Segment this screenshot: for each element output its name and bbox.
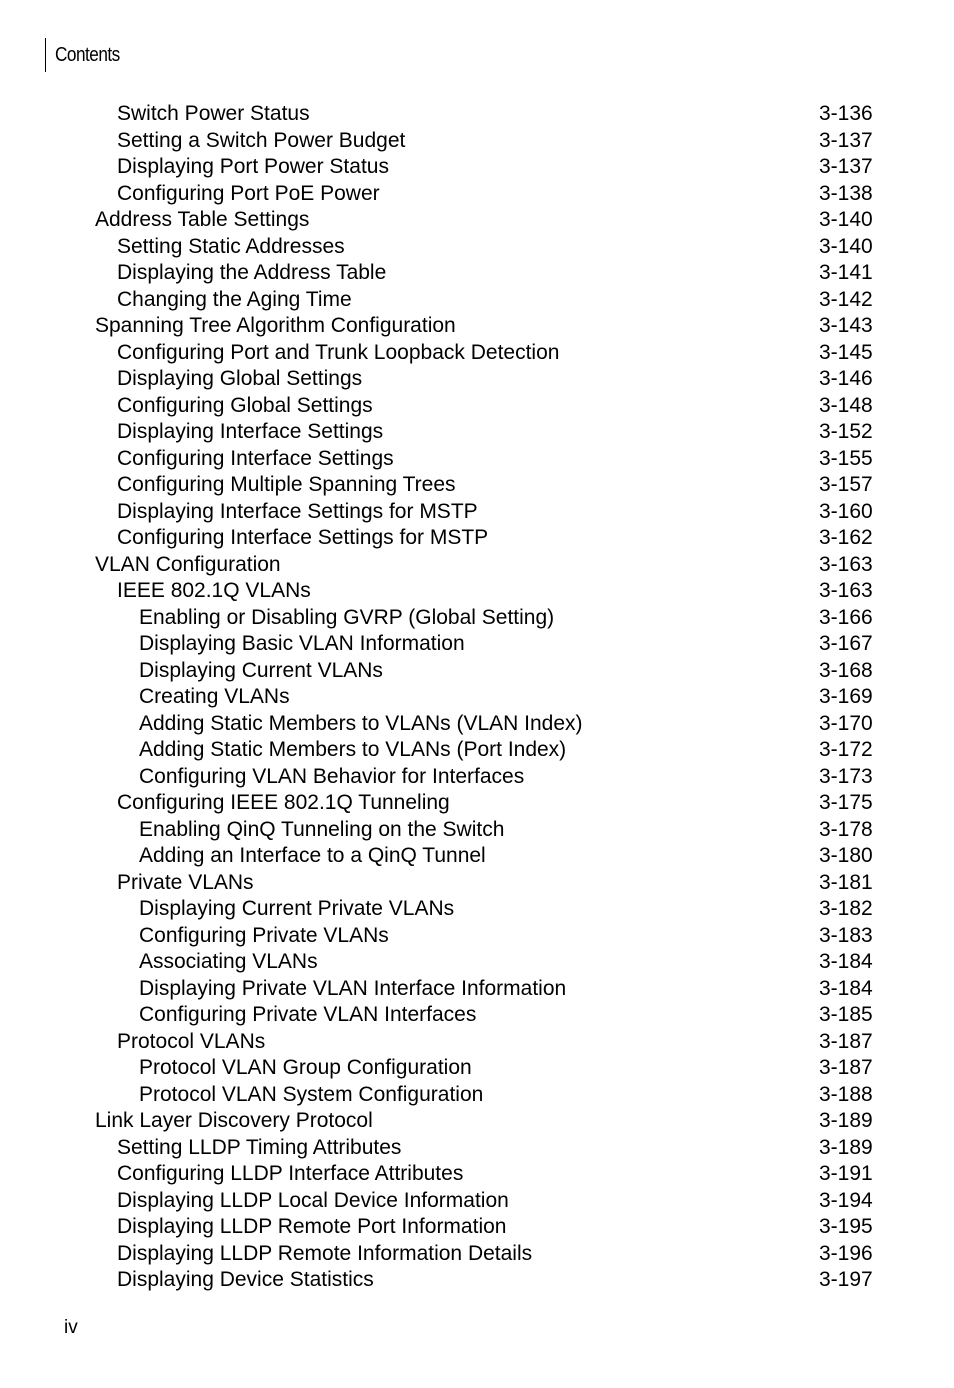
toc-entry[interactable] [0, 340, 954, 367]
toc-entry[interactable] [0, 843, 954, 870]
header-label: Contents [55, 44, 120, 66]
toc-entry-title: VLAN Configuration [95, 552, 281, 576]
toc-entry[interactable] [0, 1108, 954, 1135]
toc-entry-title: Creating VLANs [139, 685, 290, 708]
toc-entry-page: 3-169 [819, 685, 873, 708]
toc-entry-title: Configuring Port and Trunk Loopback Detection [117, 340, 560, 364]
toc-entry-title: Displaying Basic VLAN Information [139, 632, 465, 655]
toc-entry[interactable] [0, 1214, 954, 1241]
toc-entry[interactable] [0, 101, 954, 128]
toc-entry-title: Configuring Port PoE Power [117, 181, 380, 205]
toc-entry-page: 3-196 [819, 1241, 873, 1265]
toc-entry[interactable] [0, 1029, 954, 1056]
toc-entry[interactable] [0, 287, 954, 314]
toc-entry-page: 3-167 [819, 632, 873, 655]
toc-entry-title: Configuring Multiple Spanning Trees [117, 473, 456, 496]
running-header [45, 38, 120, 72]
toc-entry-page: 3-175 [819, 791, 873, 814]
toc-entry[interactable] [0, 181, 954, 208]
toc-entry-title: Adding Static Members to VLANs (VLAN Index) [139, 711, 583, 735]
toc-entry[interactable] [0, 419, 954, 446]
toc-entry-title: Displaying Interface Settings for MSTP [117, 499, 478, 523]
toc-entry[interactable] [0, 1267, 954, 1294]
toc-entry-page: 3-172 [819, 738, 873, 761]
toc-entry[interactable] [0, 870, 954, 897]
toc-entry-title: Changing the Aging Time [117, 287, 352, 311]
toc-entry-page: 3-137 [819, 128, 873, 152]
toc-entry-title: Private VLANs [117, 870, 254, 894]
toc-entry[interactable] [0, 923, 954, 950]
toc-entry-title: Configuring Global Settings [117, 393, 373, 417]
toc-entry-page: 3-166 [819, 605, 873, 629]
toc-entry[interactable] [0, 711, 954, 738]
toc-entry-page: 3-188 [819, 1082, 873, 1106]
toc-entry-page: 3-143 [819, 314, 873, 337]
toc-entry-page: 3-187 [819, 1056, 873, 1079]
toc-entry-title: Link Layer Discovery Protocol [95, 1109, 373, 1132]
toc-entry[interactable] [0, 154, 954, 181]
toc-entry-title: Displaying LLDP Local Device Information [117, 1188, 509, 1212]
toc-entry-page: 3-137 [819, 155, 873, 178]
toc-entry[interactable] [0, 1002, 954, 1029]
toc-entry-page: 3-155 [819, 446, 873, 470]
toc-entry-title: Displaying LLDP Remote Port Information [117, 1215, 507, 1238]
toc-entry-title: Associating VLANs [139, 950, 318, 973]
toc-entry-page: 3-145 [819, 340, 873, 364]
toc-entry[interactable] [0, 631, 954, 658]
toc-entry[interactable] [0, 790, 954, 817]
toc-entry-title: Displaying Private VLAN Interface Information [139, 976, 567, 1000]
toc-entry[interactable] [0, 1161, 954, 1188]
toc-entry-page: 3-162 [819, 526, 873, 549]
toc-entry-title: Enabling or Disabling GVRP (Global Setting) [139, 605, 555, 629]
toc-entry[interactable] [0, 976, 954, 1003]
page-number: iv [64, 1317, 78, 1338]
toc-entry-page: 3-152 [819, 420, 873, 443]
toc-entry[interactable] [0, 446, 954, 473]
toc-entry-title: IEEE 802.1Q VLANs [117, 579, 311, 602]
toc-entry-title: Setting a Switch Power Budget [117, 128, 406, 152]
toc-entry[interactable] [0, 737, 954, 764]
toc-entry-page: 3-184 [819, 950, 873, 973]
toc-entry[interactable] [0, 1082, 954, 1109]
toc-entry-page: 3-189 [819, 1135, 873, 1159]
toc-entry-page: 3-142 [819, 287, 873, 311]
toc-entry-page: 3-183 [819, 923, 873, 947]
toc-entry-page: 3-178 [819, 817, 873, 841]
toc-entry[interactable] [0, 234, 954, 261]
toc-entry-page: 3-136 [819, 102, 873, 125]
toc-entry-title: Configuring Interface Settings [117, 446, 394, 470]
toc-entry-page: 3-191 [819, 1162, 873, 1185]
toc-entry-page: 3-194 [819, 1188, 873, 1212]
toc-entry-page: 3-185 [819, 1003, 873, 1026]
toc-entry-title: Displaying Device Statistics [117, 1268, 374, 1291]
toc-entry-title: Displaying Current Private VLANs [139, 897, 455, 920]
toc-entry[interactable] [0, 1055, 954, 1082]
toc-entry[interactable] [0, 525, 954, 552]
toc-entry[interactable] [0, 896, 954, 923]
toc-entry-page: 3-146 [819, 367, 873, 390]
toc-entry-title: Spanning Tree Algorithm Configuration [95, 314, 456, 337]
table-of-contents [0, 101, 954, 1294]
toc-entry-page: 3-184 [819, 976, 873, 1000]
toc-entry-title: Configuring Interface Settings for MSTP [117, 526, 489, 549]
toc-entry-page: 3-141 [819, 261, 873, 284]
toc-entry[interactable] [0, 128, 954, 155]
toc-entry-title: Displaying LLDP Remote Information Details [117, 1241, 533, 1265]
toc-entry[interactable] [0, 684, 954, 711]
toc-entry-page: 3-170 [819, 711, 873, 735]
toc-entry[interactable] [0, 1135, 954, 1162]
toc-entry-page: 3-180 [819, 844, 873, 867]
toc-entry[interactable] [0, 366, 954, 393]
toc-entry-page: 3-163 [819, 552, 873, 576]
toc-entry-title: Adding Static Members to VLANs (Port Index) [139, 738, 567, 761]
toc-entry[interactable] [0, 949, 954, 976]
toc-entry[interactable] [0, 472, 954, 499]
toc-entry-page: 3-138 [819, 181, 873, 205]
toc-entry-title: Displaying the Address Table [117, 261, 387, 284]
toc-entry[interactable] [0, 1241, 954, 1268]
toc-entry[interactable] [0, 499, 954, 526]
toc-entry-title: Configuring LLDP Interface Attributes [117, 1162, 464, 1185]
toc-entry-title: Protocol VLAN System Configuration [139, 1082, 484, 1106]
toc-entry-title: Displaying Port Power Status [117, 155, 389, 178]
toc-entry-title: Adding an Interface to a QinQ Tunnel [139, 844, 486, 867]
toc-entry[interactable] [0, 605, 954, 632]
toc-entry-title: Setting LLDP Timing Attributes [117, 1135, 402, 1159]
toc-entry-page: 3-140 [819, 208, 873, 231]
toc-entry-title: Configuring Private VLANs [139, 923, 389, 947]
toc-entry-title: Displaying Interface Settings [117, 420, 384, 443]
toc-entry-page: 3-163 [819, 579, 873, 602]
toc-entry-page: 3-168 [819, 658, 873, 682]
toc-entry[interactable] [0, 658, 954, 685]
toc-entry-title: Setting Static Addresses [117, 234, 345, 258]
toc-entry-page: 3-197 [819, 1268, 873, 1291]
toc-entry[interactable] [0, 817, 954, 844]
toc-entry-title: Protocol VLAN Group Configuration [139, 1056, 472, 1079]
toc-entry[interactable] [0, 552, 954, 579]
toc-entry-title: Protocol VLANs [117, 1029, 266, 1053]
toc-entry-title: Displaying Current VLANs [139, 658, 383, 682]
toc-entry[interactable] [0, 260, 954, 287]
toc-entry[interactable] [0, 578, 954, 605]
toc-entry-title: Enabling QinQ Tunneling on the Switch [139, 817, 505, 841]
toc-entry-title: Switch Power Status [117, 102, 310, 125]
toc-entry[interactable] [0, 313, 954, 340]
toc-entry[interactable] [0, 1188, 954, 1215]
toc-entry-page: 3-140 [819, 234, 873, 258]
toc-entry-page: 3-189 [819, 1109, 873, 1132]
toc-entry-page: 3-187 [819, 1029, 873, 1053]
toc-entry-title: Configuring VLAN Behavior for Interfaces [139, 764, 525, 788]
toc-entry-page: 3-173 [819, 764, 873, 788]
toc-entry-title: Configuring IEEE 802.1Q Tunneling [117, 791, 450, 814]
toc-entry[interactable] [0, 764, 954, 791]
toc-entry-page: 3-148 [819, 393, 873, 417]
toc-entry-title: Displaying Global Settings [117, 367, 363, 390]
toc-entry-title: Address Table Settings [95, 208, 310, 231]
toc-entry-page: 3-160 [819, 499, 873, 523]
toc-entry[interactable] [0, 207, 954, 234]
toc-entry-page: 3-157 [819, 473, 873, 496]
toc-entry-page: 3-181 [819, 870, 873, 894]
toc-entry-title: Configuring Private VLAN Interfaces [139, 1003, 477, 1026]
toc-entry[interactable] [0, 393, 954, 420]
toc-entry-page: 3-195 [819, 1215, 873, 1238]
toc-entry-page: 3-182 [819, 897, 873, 920]
